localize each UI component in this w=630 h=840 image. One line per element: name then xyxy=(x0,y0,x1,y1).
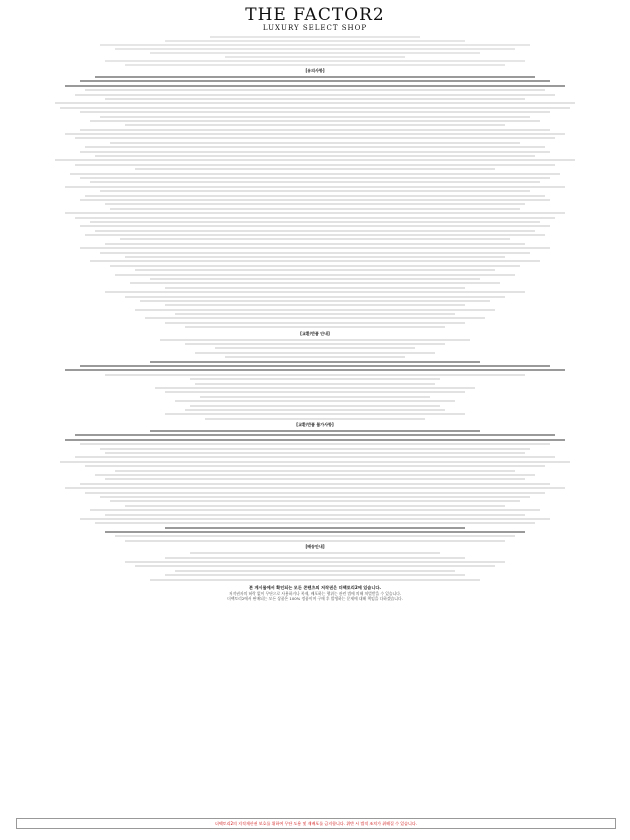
fine-print-line xyxy=(115,274,515,276)
fine-print-line xyxy=(120,238,510,240)
fine-print-line xyxy=(95,155,535,157)
fine-print-line xyxy=(80,247,550,249)
fine-print-line xyxy=(65,439,565,441)
fine-print-line xyxy=(175,570,455,572)
fine-print-line xyxy=(105,514,525,516)
fine-print-line xyxy=(55,102,575,104)
fine-print-line xyxy=(80,199,550,201)
fine-print-line xyxy=(175,400,455,402)
fine-print-line xyxy=(65,487,565,489)
fine-print-line xyxy=(160,339,470,341)
fine-print-line xyxy=(95,230,535,232)
fine-print-line xyxy=(80,111,550,113)
fine-print-line xyxy=(105,478,525,480)
fine-print-line xyxy=(125,296,505,298)
exchange-unavailable-text-block xyxy=(0,430,630,542)
fine-print-line xyxy=(90,181,540,183)
fine-print-line xyxy=(80,365,550,367)
fine-print-line xyxy=(165,304,465,306)
fine-print-line xyxy=(80,129,550,131)
fine-print-line xyxy=(65,369,565,371)
fine-print-line xyxy=(90,509,540,511)
fine-print-line xyxy=(135,269,495,271)
fine-print-line xyxy=(85,492,545,494)
fine-print-line xyxy=(125,124,505,126)
fine-print-line xyxy=(105,531,525,533)
fine-print-line xyxy=(85,465,545,467)
fine-print-line xyxy=(60,107,570,109)
fine-print-line xyxy=(85,89,545,91)
exchange-info-text-block xyxy=(0,339,630,359)
fine-print-line xyxy=(165,574,465,576)
fine-print-line xyxy=(110,265,520,267)
fine-print-line xyxy=(135,309,495,311)
fine-print-line xyxy=(150,361,480,363)
decorative-text-line xyxy=(105,60,525,62)
fine-print-line xyxy=(145,317,485,319)
decorative-text-line xyxy=(115,48,515,50)
fine-print-line xyxy=(80,225,550,227)
fine-print-line xyxy=(125,540,505,542)
fine-print-line xyxy=(80,151,550,153)
decorative-text-line xyxy=(210,36,420,38)
fine-print-line xyxy=(90,120,540,122)
fine-print-line xyxy=(155,387,475,389)
fine-print-line xyxy=(80,518,550,520)
decorative-text-line xyxy=(100,44,530,46)
fine-print-line xyxy=(70,173,560,175)
fine-print-line xyxy=(110,500,520,502)
fine-print-line xyxy=(165,527,465,529)
fine-print-line xyxy=(115,470,515,472)
fine-print-line xyxy=(135,168,495,170)
fine-print-line xyxy=(90,260,540,262)
fine-print-line xyxy=(80,177,550,179)
copyright-notice: 본 게시물에서 확인되는 모든 콘텐츠의 저작권은 더팩토리2에 있습니다. xyxy=(248,584,382,590)
fine-print-line xyxy=(65,85,565,87)
fine-print-line xyxy=(105,243,525,245)
section-title-exchange-info: [교환/반품 안내] xyxy=(300,330,330,336)
section-title-delivery: [배송안내] xyxy=(305,544,325,550)
fine-print-line xyxy=(60,461,570,463)
fine-print-line xyxy=(110,142,520,144)
fine-print-line xyxy=(80,443,550,445)
precautions-text-block xyxy=(0,76,630,328)
fine-print-line xyxy=(75,164,555,166)
fine-print-line xyxy=(90,221,540,223)
fine-print-line xyxy=(195,383,435,385)
decorative-text-line xyxy=(225,56,405,58)
fine-print-line xyxy=(95,474,535,476)
fine-print-line xyxy=(135,565,495,567)
fine-print-line xyxy=(110,208,520,210)
fine-print-line xyxy=(185,343,445,345)
delivery-text-block xyxy=(0,552,630,580)
fine-print-line xyxy=(75,456,555,458)
fine-print-line xyxy=(175,313,455,315)
section-title-precautions: [유의사항] xyxy=(305,68,325,73)
fine-print-line xyxy=(85,146,545,148)
decorative-text-line xyxy=(150,52,480,54)
brand-subtitle: LUXURY SELECT SHOP xyxy=(262,24,368,32)
fine-print-line xyxy=(150,579,480,581)
fine-print-line xyxy=(130,282,500,284)
fine-print-line xyxy=(165,322,465,324)
brand-name: THE FACTOR2 xyxy=(245,5,385,25)
fine-print-line xyxy=(185,326,445,328)
fine-print-line xyxy=(55,159,575,161)
fine-print-line xyxy=(115,535,515,537)
fine-print-line xyxy=(105,374,525,376)
fine-print-line xyxy=(100,116,530,118)
fine-print-line xyxy=(105,203,525,205)
fine-print-line xyxy=(165,287,465,289)
fine-print-line xyxy=(140,300,490,302)
decorative-text-line xyxy=(165,40,465,42)
fine-print-line xyxy=(65,186,565,188)
fine-print-line xyxy=(105,98,525,100)
fine-print-line xyxy=(185,409,445,411)
authenticity-notice: 더팩토리2에서 판매되는 모든 상품은 100% 정품이며 구매 후 발생하는 문제에 대해 책임을 다하겠습니다. xyxy=(227,595,403,601)
exchange-warning-block xyxy=(0,361,630,420)
fine-print-line xyxy=(125,505,505,507)
fine-print-line xyxy=(215,347,415,349)
decorative-text-line xyxy=(125,64,505,66)
fine-print-line xyxy=(195,352,435,354)
fine-print-line xyxy=(75,217,555,219)
footer-warning-banner: 더팩토리2의 지적재산권 보호를 위하여 무단 도용 및 재배포를 금지합니다. 위반 시 법적 조치가 취해질 수 있습니다. xyxy=(16,818,616,829)
fine-print-line xyxy=(205,418,425,420)
fine-print-line xyxy=(80,80,550,82)
fine-print-line xyxy=(150,278,480,280)
fine-print-line xyxy=(165,413,465,415)
fine-print-line xyxy=(190,405,440,407)
fine-print-line xyxy=(125,256,505,258)
fine-print-line xyxy=(65,212,565,214)
fine-print-line xyxy=(165,557,465,559)
copyright-notice-sub: 저작권자의 허락 없이 무단으로 사용하거나 복제, 배포하는 행위는 관련 법에 의해 처벌받을 수 있습니다. xyxy=(228,590,402,596)
fine-print-line xyxy=(85,195,545,197)
fine-print-line xyxy=(225,356,405,358)
fine-print-line xyxy=(125,561,505,563)
fine-print-line xyxy=(100,496,530,498)
section-title-exchange-unavailable: [교환/반품 불가사항] xyxy=(296,422,334,428)
fine-print-line xyxy=(190,552,440,554)
fine-print-line xyxy=(105,291,525,293)
fine-print-line xyxy=(165,391,465,393)
fine-print-line xyxy=(75,94,555,96)
fine-print-line xyxy=(190,378,440,380)
brand-logo xyxy=(0,0,630,33)
fine-print-line xyxy=(85,234,545,236)
fine-print-line xyxy=(100,448,530,450)
fine-print-line xyxy=(95,522,535,524)
fine-print-line xyxy=(95,76,535,78)
fine-print-line xyxy=(75,137,555,139)
fine-print-line xyxy=(200,396,430,398)
fine-print-line xyxy=(65,133,565,135)
fine-print-line xyxy=(80,483,550,485)
fine-print-line xyxy=(150,430,480,432)
fine-print-line xyxy=(105,452,525,454)
fine-print-line xyxy=(100,252,530,254)
intro-text-block xyxy=(0,36,630,66)
fine-print-line xyxy=(100,190,530,192)
fine-print-line xyxy=(75,434,555,436)
